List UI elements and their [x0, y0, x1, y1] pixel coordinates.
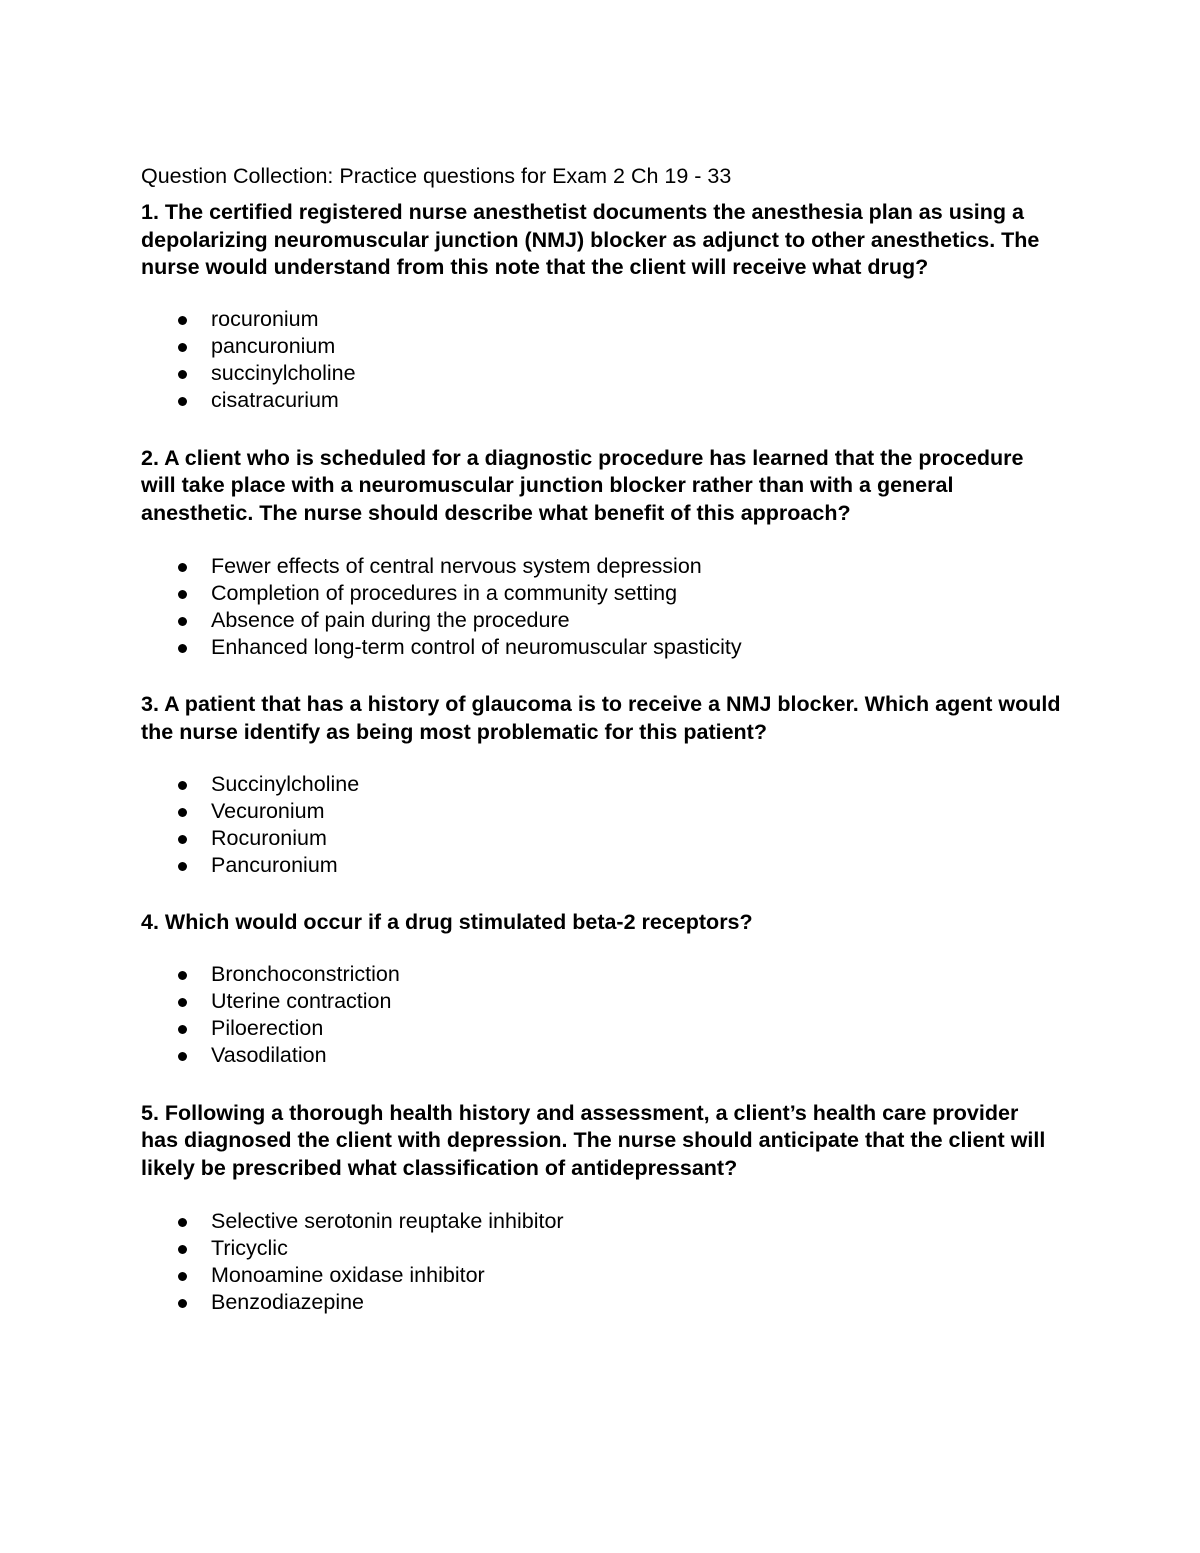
option-label: Enhanced long-term control of neuromuscular spasticity: [211, 635, 742, 659]
answer-option: [141, 306, 1061, 333]
option-label: Succinylcholine: [211, 772, 360, 796]
answer-option: [141, 360, 1061, 387]
option-label: pancuronium: [211, 333, 336, 358]
bullet-icon: [178, 862, 187, 871]
option-label: Piloerection: [211, 1015, 324, 1040]
bullet-icon: [178, 370, 187, 379]
bullet-icon: [178, 644, 187, 653]
answer-option: [141, 798, 1061, 825]
answer-option: [141, 1235, 1061, 1262]
bullet-icon: [178, 1025, 187, 1034]
answer-option: [141, 1208, 1061, 1235]
bullet-icon: [178, 1299, 187, 1308]
answer-option: [141, 1289, 1061, 1316]
bullet-icon: [178, 397, 187, 406]
question-2: [141, 445, 1061, 662]
question-text: 2. A client who is scheduled for a diagnostic procedure has learned that the procedure will take place with a neuromuscular junction blocker rather than with a general anesthetic. The nurse should describe what benefit of this approach?: [141, 445, 1024, 525]
answer-options: [141, 961, 1061, 1069]
answer-option: [141, 771, 1061, 798]
answer-option: [141, 1042, 1061, 1069]
question-text: 5. Following a thorough health history and assessment, a client’s health care provider has diagnosed the client with depression. The nurse should anticipate that the client will likely be prescribed what classification of antidepressant?: [141, 1100, 1046, 1180]
question-text: 1. The certified registered nurse anesthetist documents the anesthesia plan as using a depolarizing neuromuscular junction (NMJ) blocker as adjunct to other anesthetics. The nurse would understand from this note that the client will receive what drug?: [141, 200, 1040, 279]
question-text: 3. A patient that has a history of glaucoma is to receive a NMJ blocker. Which agent would the nurse identify as being most problematic for this patient?: [141, 692, 1061, 744]
option-label: Pancuronium: [211, 853, 338, 877]
bullet-icon: [178, 1218, 187, 1227]
answer-option: [141, 1262, 1061, 1289]
answer-option: [141, 387, 1061, 414]
answer-option: [141, 553, 1061, 580]
bullet-icon: [178, 1245, 187, 1254]
question-5: [141, 1100, 1061, 1317]
answer-option: [141, 580, 1061, 607]
bullet-icon: [178, 343, 187, 352]
option-label: Rocuronium: [211, 826, 327, 850]
option-label: Absence of pain during the procedure: [211, 608, 570, 632]
answer-options: [141, 1208, 1061, 1316]
answer-option: [141, 825, 1061, 852]
option-label: Fewer effects of central nervous system depression: [211, 554, 702, 578]
bullet-icon: [178, 781, 187, 790]
question-3: [141, 691, 1061, 879]
bullet-icon: [178, 316, 187, 325]
bullet-icon: [178, 998, 187, 1007]
option-label: Tricyclic: [211, 1236, 288, 1260]
bullet-icon: [178, 835, 187, 844]
answer-options: [141, 553, 1061, 661]
option-label: succinylcholine: [211, 360, 356, 385]
answer-option: [141, 634, 1061, 661]
answer-option: [141, 333, 1061, 360]
bullet-icon: [178, 1272, 187, 1281]
document-title: Question Collection: Practice questions for Exam 2 Ch 19 - 33: [141, 164, 732, 188]
option-label: Monoamine oxidase inhibitor: [211, 1263, 485, 1287]
bullet-icon: [178, 1052, 187, 1061]
answer-option: [141, 988, 1061, 1015]
option-label: Vasodilation: [211, 1042, 327, 1067]
bullet-icon: [178, 808, 187, 817]
question-1: [141, 199, 1061, 414]
document-page: [141, 162, 1061, 1344]
question-4: [141, 909, 1061, 1069]
answer-option: [141, 607, 1061, 634]
option-label: cisatracurium: [211, 387, 339, 412]
option-label: rocuronium: [211, 306, 319, 331]
bullet-icon: [178, 971, 187, 980]
answer-option: [141, 1015, 1061, 1042]
option-label: Selective serotonin reuptake inhibitor: [211, 1209, 564, 1233]
option-label: Completion of procedures in a community setting: [211, 581, 678, 605]
answer-option: [141, 852, 1061, 879]
bullet-icon: [178, 617, 187, 626]
question-text: 4. Which would occur if a drug stimulated beta-2 receptors?: [141, 910, 753, 934]
option-label: Uterine contraction: [211, 988, 392, 1013]
answer-options: [141, 306, 1061, 414]
answer-option: [141, 961, 1061, 988]
answer-options: [141, 771, 1061, 879]
bullet-icon: [178, 563, 187, 572]
bullet-icon: [178, 590, 187, 599]
option-label: Bronchoconstriction: [211, 961, 400, 986]
option-label: Vecuronium: [211, 799, 325, 823]
option-label: Benzodiazepine: [211, 1290, 365, 1314]
